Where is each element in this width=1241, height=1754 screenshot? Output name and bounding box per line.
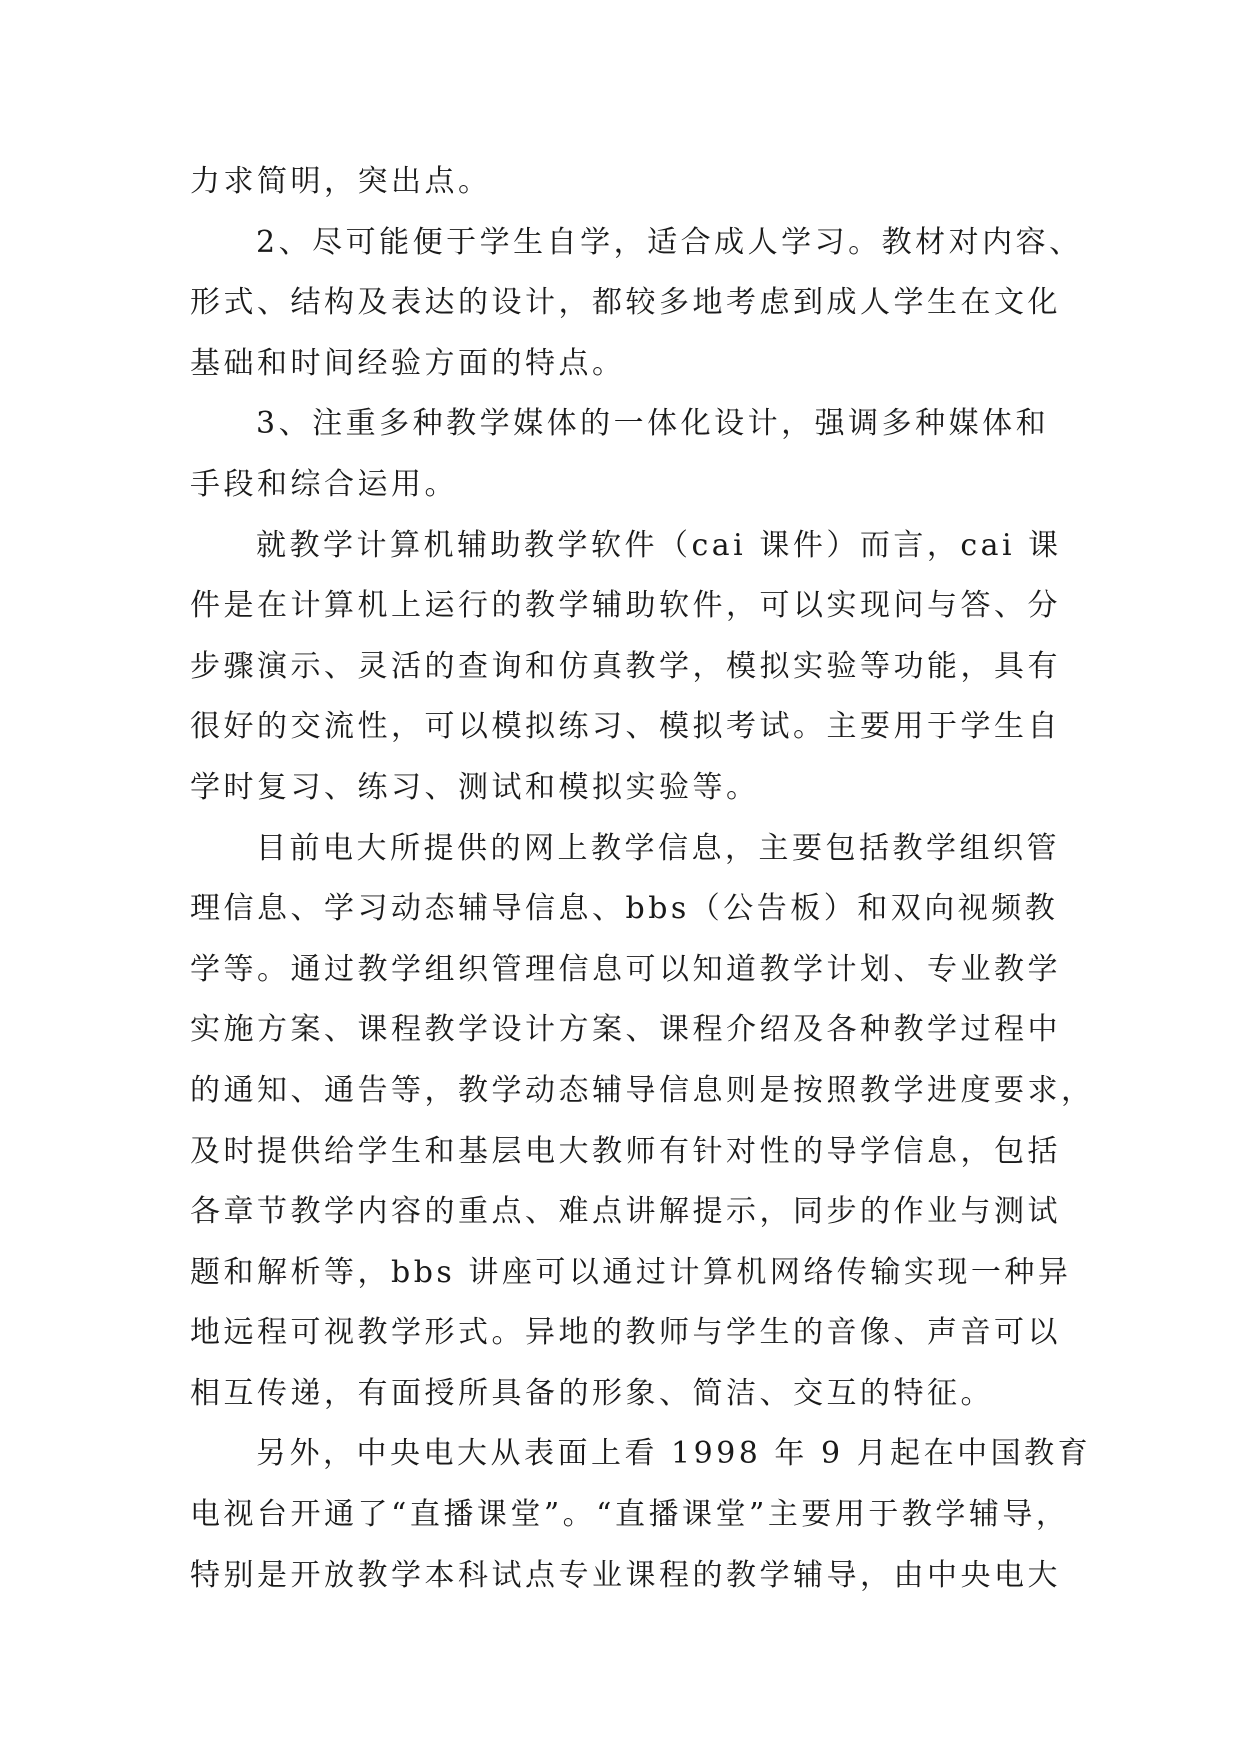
text-line: 力求简明，突出点。 — [190, 164, 492, 199]
text-line: 题和解析等，bbs 讲座可以通过计算机网络传输实现一种异 — [190, 1254, 1072, 1290]
text-line: 电视台开通了“直播课堂”。“直播课堂”主要用于教学辅导， — [190, 1497, 1070, 1533]
text-line: 理信息、学习动态辅导信息、bbs（公告板）和双向视频教 — [190, 891, 1059, 927]
text-line: 的通知、通告等，教学动态辅导信息则是按照教学进度要求， — [190, 1072, 1095, 1108]
text-line: 及时提供给学生和基层电大教师有针对性的导学信息，包括 — [190, 1133, 1061, 1169]
text-line: 相互传递，有面授所具备的形象、简洁、交互的特征。 — [190, 1375, 994, 1411]
text-line: 基础和时间经验方面的特点。 — [190, 345, 626, 381]
text-line: 3、注重多种教学媒体的一体化设计，强调多种媒体和 — [256, 406, 1050, 442]
paragraph-live-classroom — [190, 1424, 1092, 1606]
text-line: 学时复习、练习、测试和模拟实验等。 — [190, 769, 760, 805]
document-body — [190, 152, 1095, 1606]
text-line: 特别是开放教学本科试点专业课程的教学辅导，由中央电大 — [190, 1557, 1061, 1593]
paragraph-cai — [190, 516, 1060, 819]
text-line: 手段和综合运用。 — [190, 466, 458, 502]
text-line: 2、尽可能便于学生自学，适合成人学习。教材对内容、 — [256, 224, 1083, 260]
text-line: 很好的交流性，可以模拟练习、模拟考试。主要用于学生自 — [190, 709, 1061, 745]
text-line: 件是在计算机上运行的教学辅助软件，可以实现问与答、分 — [190, 588, 1061, 624]
text-line: 学等。通过教学组织管理信息可以知道教学计划、专业教学 — [190, 951, 1061, 987]
text-line: 形式、结构及表达的设计，都较多地考虑到成人学生在文化 — [190, 285, 1061, 321]
text-line: 就教学计算机辅助教学软件（cai 课件）而言，cai 课 — [256, 527, 1062, 563]
text-line: 地远程可视教学形式。异地的教师与学生的音像、声音可以 — [190, 1315, 1061, 1351]
text-line: 步骤演示、灵活的查询和仿真教学，模拟实验等功能，具有 — [190, 648, 1061, 684]
text-line: 目前电大所提供的网上教学信息，主要包括教学组织管 — [256, 830, 1060, 866]
text-line: 各章节教学内容的重点、难点讲解提示，同步的作业与测试 — [190, 1194, 1061, 1230]
paragraph-point-3 — [190, 394, 1060, 515]
paragraph-online-info — [190, 819, 1095, 1425]
paragraph-continuation — [190, 152, 1060, 213]
text-line: 实施方案、课程教学设计方案、课程介绍及各种教学过程中 — [190, 1012, 1061, 1048]
text-line: 另外，中央电大从表面上看 1998 年 9 月起在中国教育 — [256, 1436, 1092, 1472]
paragraph-point-2 — [190, 213, 1083, 395]
